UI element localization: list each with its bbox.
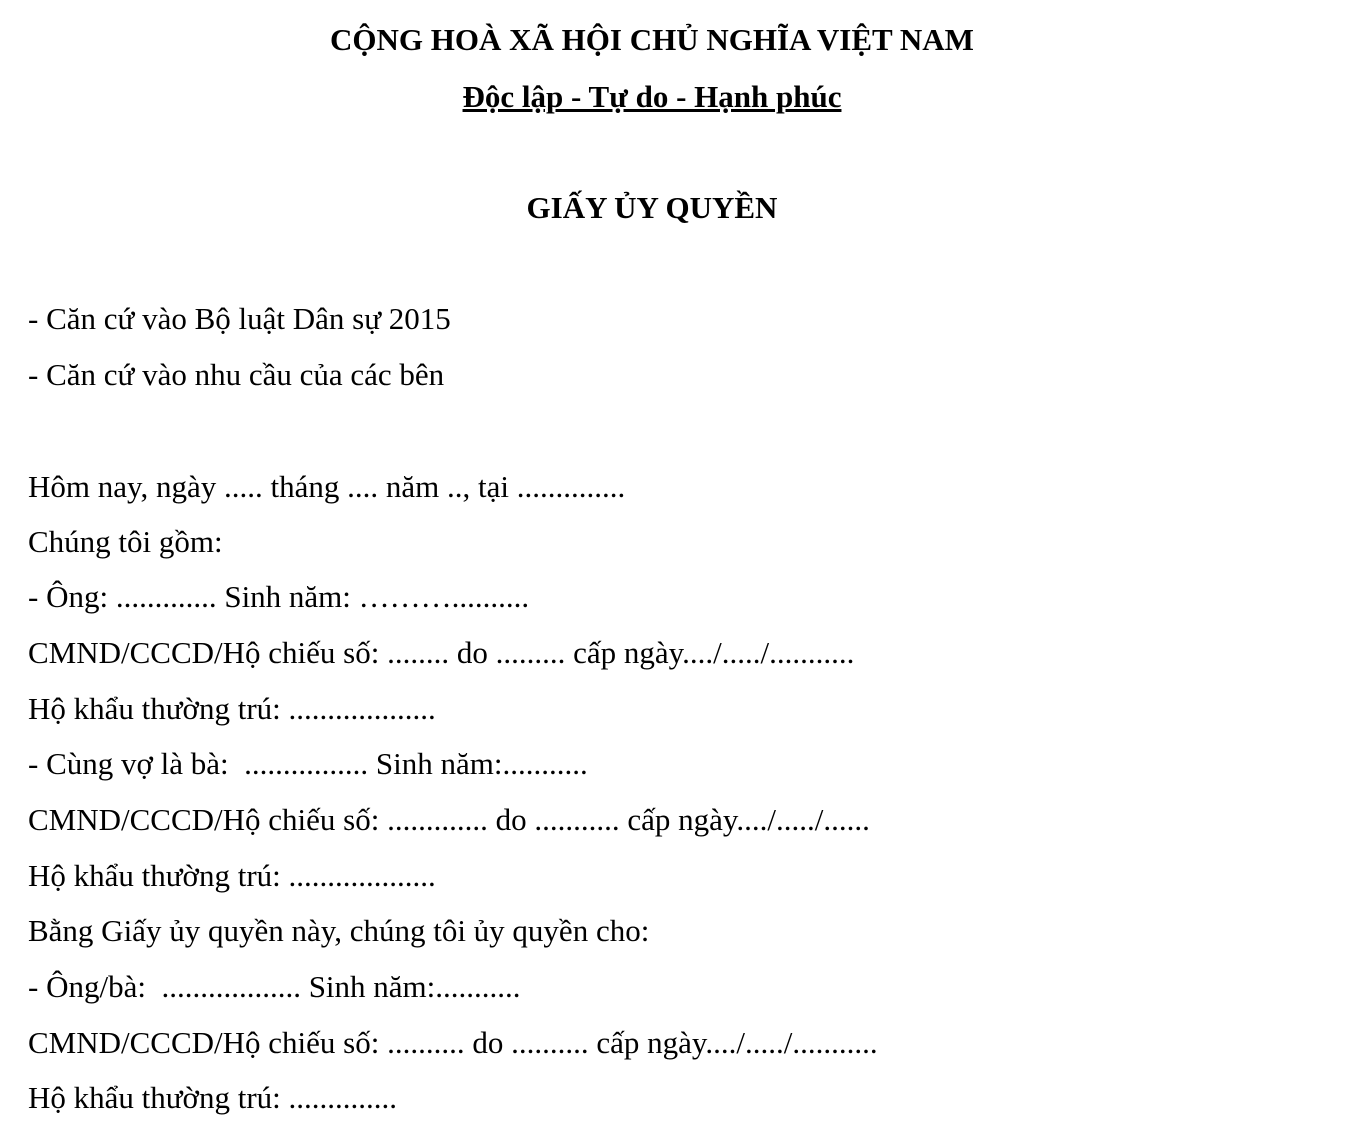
authorization-intro-line: Bằng Giấy ủy quyền này, chúng tôi ủy quyền cho: [28,913,650,948]
national-title: CỘNG HOÀ XÃ HỘI CHỦ NGHĨA VIỆT NAM [330,22,974,57]
document-title: GIẤY ỦY QUYỀN [526,190,778,225]
date-place-line: Hôm nay, ngày ..... tháng .... năm .., tại .............. [28,469,626,504]
motto: Độc lập - Tự do - Hạnh phúc [462,79,842,114]
parties-intro-line: Chúng tôi gồm: [28,524,223,559]
basis-line-civil-code: - Căn cứ vào Bộ luật Dân sự 2015 [28,301,451,336]
husband-name-line: - Ông: ............. Sinh năm: ……….......... [28,579,530,614]
husband-id-line: CMND/CCCD/Hộ chiếu số: ........ do ......... cấp ngày..../...../........... [28,635,855,670]
wife-residence-line: Hộ khẩu thường trú: ................... [28,858,436,893]
wife-name-line: - Cùng vợ là bà: ................ Sinh năm:........... [28,746,588,781]
authorized-id-line: CMND/CCCD/Hộ chiếu số: .......... do .......... cấp ngày..../...../........... [28,1025,878,1060]
husband-residence-line: Hộ khẩu thường trú: ................... [28,691,436,726]
wife-id-line: CMND/CCCD/Hộ chiếu số: ............. do ........... cấp ngày..../...../...... [28,802,870,837]
authorized-name-line: - Ông/bà: .................. Sinh năm:........... [28,969,521,1004]
basis-line-needs: - Căn cứ vào nhu cầu của các bên [28,357,445,392]
authorized-residence-line: Hộ khẩu thường trú: .............. [28,1080,398,1115]
